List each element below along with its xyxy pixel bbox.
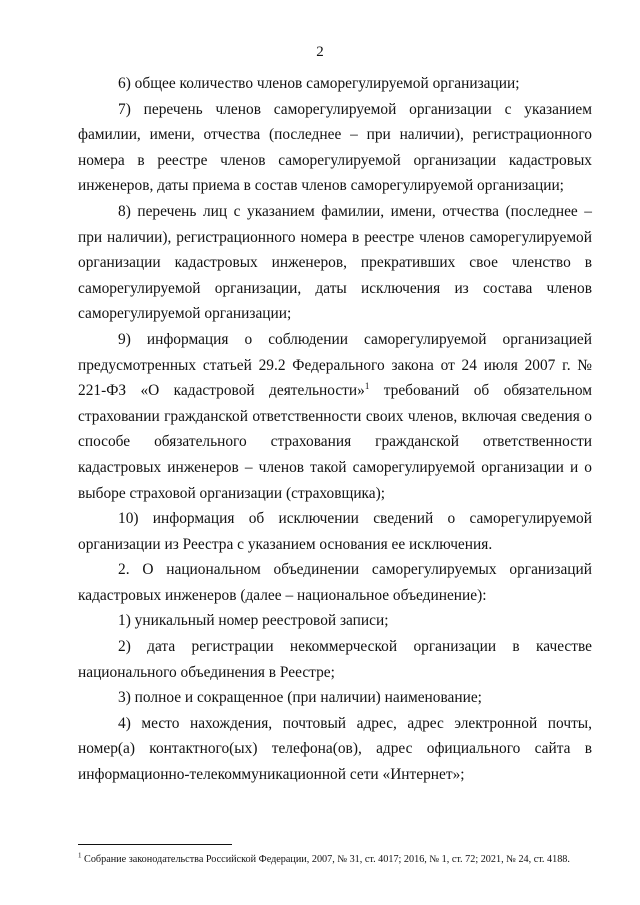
paragraph-item-2-1: 1) уникальный номер реестровой записи; (118, 612, 389, 630)
footnote-text: Собрание законодательства Российской Федерации, 2007, № 31, ст. 4017; 2016, № 1, ст. 72; 2021, № 24, ст. 4188. (81, 854, 570, 865)
paragraph-item-8: 8) перечень лиц с указанием фамилии, имени, отчества (последнее – при наличии), регистрационного номера в реестре членов саморегулируемой организации кадастровых инженеров, прекративших свое членство в саморегулируемой организации, даты исключения из состава членов саморегулируемой организации; (78, 202, 592, 323)
footnote-divider (78, 844, 232, 845)
footnote (78, 853, 598, 866)
paragraph-item-9 (78, 327, 592, 506)
paragraph-item-2-2: 2) дата регистрации некоммерческой организации в качестве национального объединения в Реестре; (78, 638, 592, 681)
paragraph-item-2-3: 3) полное и сокращенное (при наличии) наименование; (118, 689, 482, 707)
paragraph-item-6: 6) общее количество членов саморегулируемой организации; (118, 75, 520, 92)
section-2-heading-paragraph: 2. О национальном объединении саморегулируемых организаций кадастровых инженеров (далее – национальное объединение): (78, 561, 592, 604)
document-body (78, 71, 592, 788)
footnote-mark: 1 (78, 851, 82, 860)
page-number: 2 (316, 44, 324, 60)
footnote-reference: 1 (364, 381, 370, 391)
paragraph-item-7: 7) перечень членов саморегулируемой организации с указанием фамилии, имени, отчества (последнее – при наличии), регистрационного номера в реестре членов саморегулируемой организации кадастровых инженеров, даты приема в состав членов саморегулируемой организации; (78, 100, 592, 195)
paragraph-item-9-text-after: требований об обязательном страховании гражданской ответственности своих членов, включая сведения о способе обязательного страхования гражданской ответственности кадастровых инженеров – членов такой саморегулируемой организации и о выборе страховой организации (страховщика); (78, 382, 592, 502)
paragraph-item-9-text-before: 9) информация о соблюдении саморегулируемой организацией предусмотренных статьей 29.2 Федерального закона от 24 июля 2007 г. № 221-ФЗ «О кадастровой деятельности» (78, 330, 592, 400)
paragraph-item-10: 10) информация об исключении сведений о саморегулируемой организации из Реестра с указанием основания ее исключения. (78, 510, 592, 553)
paragraph-item-2-4: 4) место нахождения, почтовый адрес, адрес электронной почты, номер(а) контактного(ых) телефона(ов), адрес официального сайта в информационно-телекоммуникационной сети «Интернет»; (78, 714, 592, 784)
